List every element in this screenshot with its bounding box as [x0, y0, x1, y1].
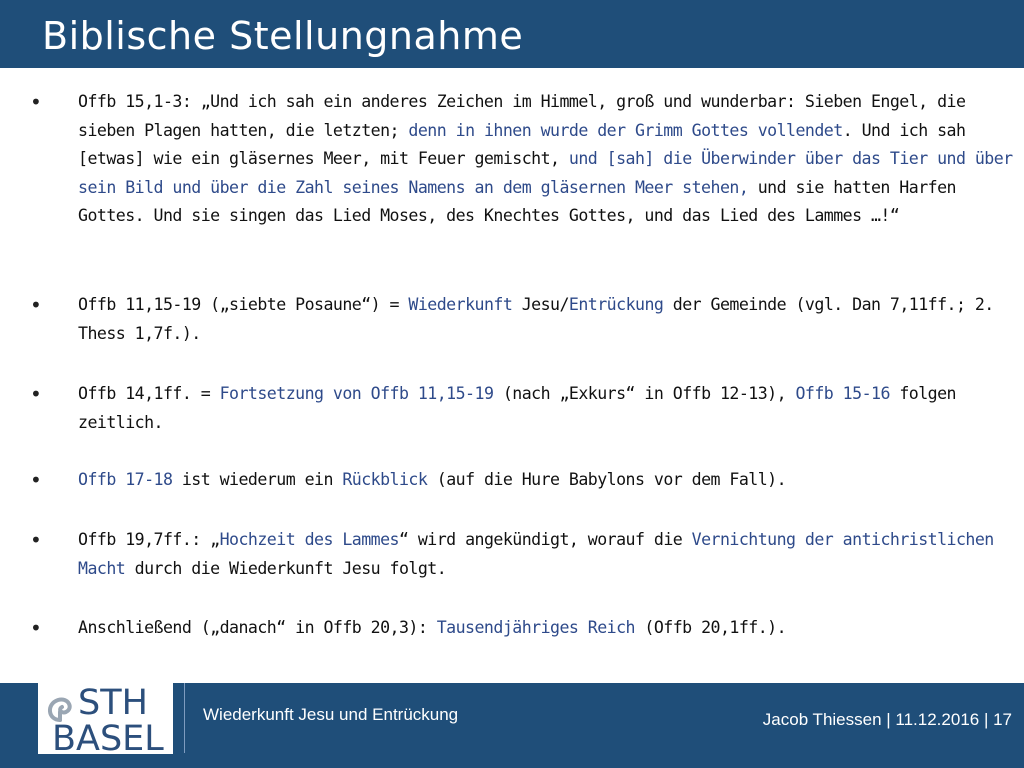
bullet-mark: •	[30, 382, 42, 406]
sth-basel-logo	[38, 682, 173, 754]
bullet-text	[78, 614, 1013, 643]
body-text: (Offb 20,1ff.).	[634, 618, 787, 637]
footer-topic: Wiederkunft Jesu und Entrückung	[203, 705, 459, 724]
bullet-text	[78, 291, 1013, 348]
highlighted-text: und [sah] die Überwinder über das Tier und über sein Bild und über die Zahl seines Namens an dem gläsernen Meer stehen,	[78, 149, 1013, 197]
footer-author-date-page: Jacob Thiessen | 11.12.2016 | 17	[762, 710, 1012, 729]
body-text: . Und ich sah [etwas] wie ein gläsernes Meer, mit Feuer gemischt,	[78, 120, 966, 169]
logo-bottom-text: BASEL	[52, 719, 164, 754]
highlighted-text: Hochzeit des Lammes	[219, 530, 399, 549]
bullet-text	[78, 526, 1013, 583]
bullet-text	[78, 466, 1013, 495]
bullet-mark: •	[30, 616, 42, 640]
body-text: Offb 19,7ff.: „	[78, 530, 220, 549]
bullet-text	[78, 88, 1013, 231]
slide-title: Biblische Stellungnahme	[42, 14, 524, 58]
title-bar	[0, 0, 1024, 68]
spiral-icon	[38, 682, 173, 754]
body-text: (auf die Hure Babylons vor dem Fall).	[427, 470, 787, 489]
body-text: Offb 11,15-19 („siebte Posaune“) =	[78, 295, 409, 314]
bullet-mark: •	[30, 90, 42, 114]
bullet-mark: •	[30, 468, 42, 492]
body-text: Jesu/	[512, 295, 569, 314]
bullet-mark: •	[30, 293, 42, 317]
body-text: der Gemeinde (vgl. Dan 7,11ff.; 2. Thess 1,7f.).	[78, 295, 994, 343]
highlighted-text: Vernichtung der antichristlichen Macht	[78, 530, 994, 578]
body-text: “ wird angekündigt, worauf die	[398, 530, 692, 549]
logo-top-text: STH	[78, 683, 148, 723]
highlighted-text: Fortsetzung von Offb 11,15-19	[219, 384, 494, 403]
highlighted-text: Entrückung	[568, 295, 664, 314]
body-text: Offb 15,1-3: „Und ich sah ein anderes Zeichen im Himmel, groß und wunderbar: Sieben Engel, die sieben Plagen hatten, die letzten;	[78, 92, 966, 140]
body-text: Offb 14,1ff. =	[78, 384, 220, 403]
highlighted-text: Offb 17-18	[78, 470, 173, 489]
body-text: folgen zeitlich.	[78, 384, 956, 432]
bullet-mark: •	[30, 528, 42, 552]
highlighted-text: Tausendjähriges Reich	[436, 618, 635, 637]
body-text: durch die Wiederkunft Jesu folgt.	[125, 558, 447, 578]
bullet-text	[78, 380, 1023, 437]
highlighted-text: Wiederkunft	[408, 295, 513, 314]
footer-divider	[184, 683, 185, 753]
highlighted-text: Rückblick	[342, 470, 428, 489]
highlighted-text: Offb 15-16	[795, 384, 890, 403]
body-text: (nach „Exkurs“ in Offb 12-13),	[493, 384, 796, 403]
body-text: und sie hatten Harfen Gottes. Und sie singen das Lied Moses, des Knechtes Gottes, und das Lied des Lammes …!“	[78, 177, 956, 226]
body-text: Anschließend („danach“ in Offb 20,3):	[78, 618, 437, 637]
highlighted-text: denn in ihnen wurde der Grimm Gottes vollendet	[408, 120, 843, 140]
body-text: ist wiederum ein	[172, 470, 343, 489]
